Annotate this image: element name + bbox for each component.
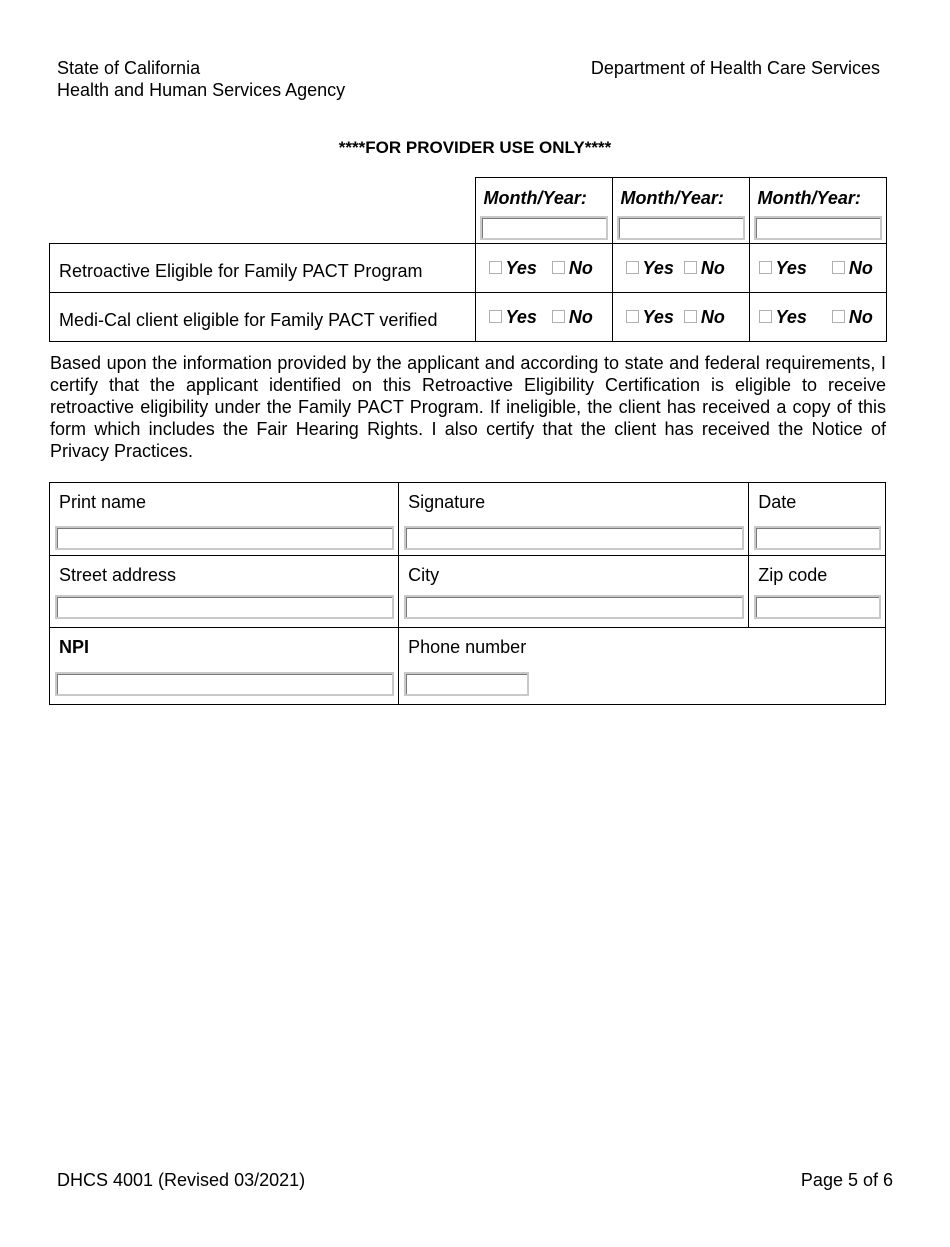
no-label: No (700, 257, 725, 278)
phone-number-label: Phone number (408, 637, 527, 657)
row-label-medi-cal: Medi-Cal client eligible for Family PACT verified (50, 293, 476, 342)
yes-label: Yes (642, 306, 674, 327)
state-name: State of California (57, 58, 201, 78)
month-year-label: Month/Year: (620, 188, 724, 208)
print-name-input[interactable] (55, 526, 394, 550)
no-label: No (568, 306, 593, 327)
month-year-input-1[interactable] (480, 216, 608, 240)
no-checkbox[interactable] (552, 310, 565, 323)
row-label-retroactive: Retroactive Eligible for Family PACT Program (50, 244, 476, 293)
month-year-input-2[interactable] (617, 216, 745, 240)
yes-checkbox[interactable] (759, 310, 772, 323)
department-name: Department of Health Care Services (590, 58, 880, 78)
zip-code-label: Zip code (758, 565, 828, 585)
date-label: Date (758, 492, 797, 512)
provider-eligibility-table (49, 177, 887, 342)
yes-label: Yes (775, 306, 807, 327)
phone-number-input[interactable] (404, 672, 529, 696)
no-label: No (848, 306, 873, 327)
provider-use-title: ****FOR PROVIDER USE ONLY**** (338, 138, 612, 157)
yes-label: Yes (642, 257, 674, 278)
signature-input[interactable] (404, 526, 744, 550)
yes-label: Yes (775, 257, 807, 278)
month-year-col-3 (749, 178, 886, 244)
print-name-label: Print name (59, 492, 147, 512)
month-year-col-2 (612, 178, 749, 244)
no-label: No (848, 257, 873, 278)
month-year-input-3[interactable] (754, 216, 882, 240)
date-input[interactable] (754, 526, 881, 550)
street-address-input[interactable] (55, 595, 394, 619)
npi-label: NPI (59, 637, 90, 657)
provider-signature-table (49, 482, 886, 705)
month-year-col-1 (475, 178, 612, 244)
certification-statement: Based upon the information provided by the applicant and according to state and federal requirements, I certify that the applicant identified on this Retroactive Eligibility Certification is eligible to receive retroactive eligibility under the Family PACT Program. If ineligible, the client has received a copy of this form which includes the Fair Hearing Rights. I also certify that the client has received the Notice of Privacy Practices. (50, 353, 886, 461)
table-row (50, 293, 887, 342)
yes-checkbox[interactable] (489, 310, 502, 323)
month-year-label: Month/Year: (757, 188, 861, 208)
no-label: No (700, 306, 725, 327)
yes-label: Yes (505, 306, 537, 327)
city-label: City (408, 565, 440, 585)
agency-name: Health and Human Services Agency (57, 80, 346, 100)
yes-label: Yes (505, 257, 537, 278)
no-checkbox[interactable] (684, 261, 697, 274)
page-number: Page 5 of 6 (800, 1170, 893, 1190)
table-row (50, 244, 887, 293)
zip-code-input[interactable] (754, 595, 881, 619)
no-checkbox[interactable] (832, 261, 845, 274)
npi-input[interactable] (55, 672, 394, 696)
yes-checkbox[interactable] (759, 261, 772, 274)
yes-checkbox[interactable] (489, 261, 502, 274)
empty-header-cell (50, 178, 476, 244)
no-checkbox[interactable] (552, 261, 565, 274)
no-label: No (568, 257, 593, 278)
month-year-label: Month/Year: (483, 188, 587, 208)
no-checkbox[interactable] (684, 310, 697, 323)
street-address-label: Street address (59, 565, 177, 585)
no-checkbox[interactable] (832, 310, 845, 323)
yes-checkbox[interactable] (626, 310, 639, 323)
city-input[interactable] (404, 595, 744, 619)
yes-checkbox[interactable] (626, 261, 639, 274)
signature-label: Signature (408, 492, 486, 512)
form-identifier: DHCS 4001 (Revised 03/2021) (57, 1170, 306, 1190)
